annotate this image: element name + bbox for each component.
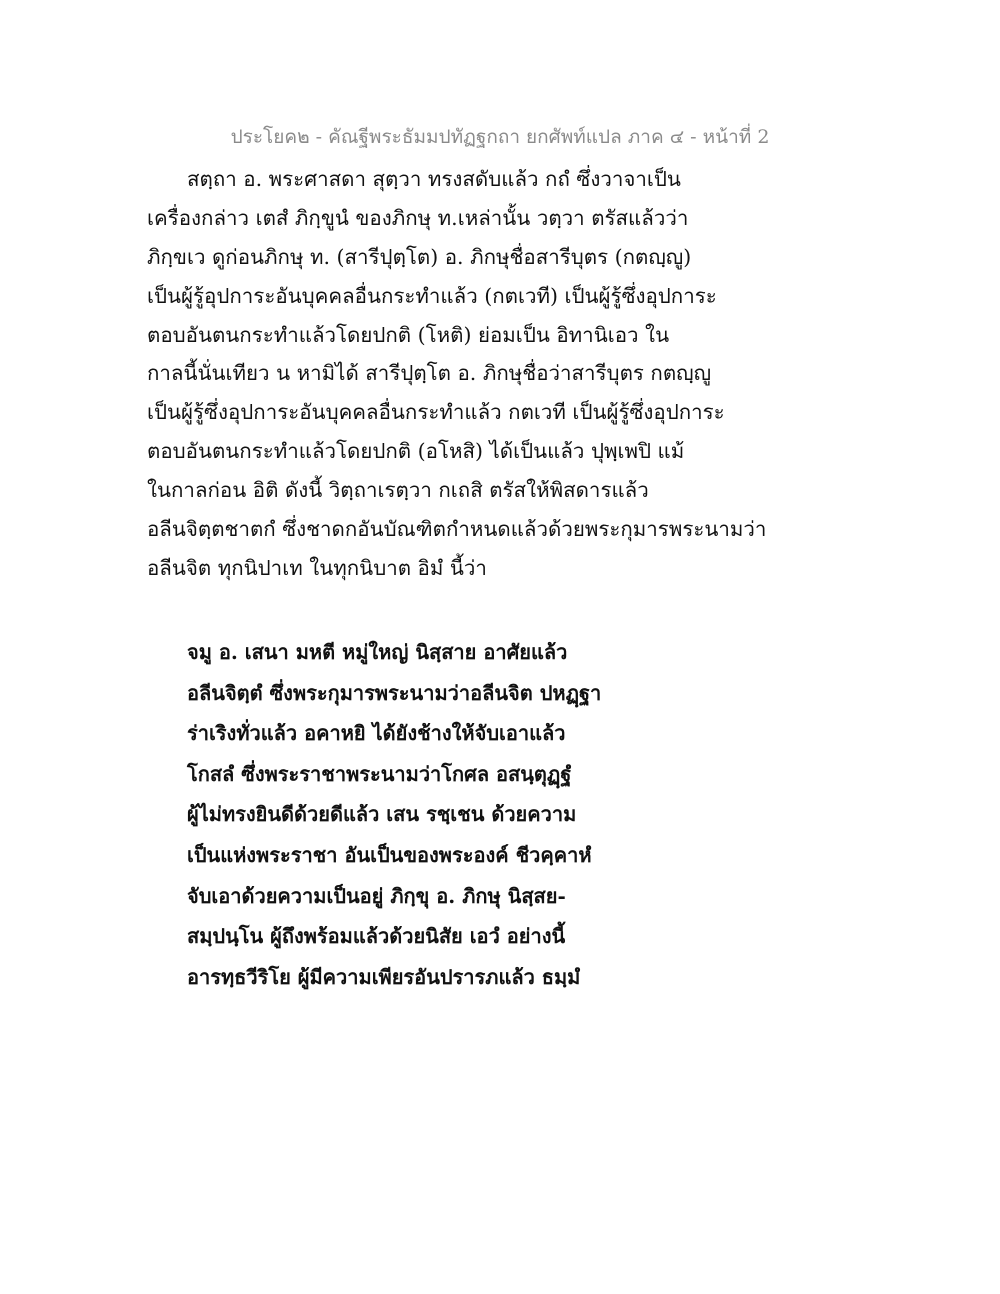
paragraph <box>147 160 767 588</box>
verse-block <box>187 632 747 997</box>
verse-line: จับเอาด้วยความเป็นอยู่ ภิกฺขุ อ. ภิกษุ นิสฺสย- <box>187 883 566 908</box>
verse-line: อลีนจิตฺตํ ซึ่งพระกุมารพระนามว่าอลีนจิต ปหฏฺฐา <box>187 680 602 705</box>
verse-line: สมฺปนฺโน ผู้ถึงพร้อมแล้วด้วยนิสัย เอวํ อย่างนี้ <box>187 924 566 949</box>
verse-line: จมู อ. เสนา มหตี หมู่ใหญ่ นิสฺสาย อาศัยแล้ว <box>187 640 568 664</box>
verse-line: อารทฺธวีริโย ผู้มีความเพียรอันปรารภแล้ว ธมฺมํ <box>187 964 581 989</box>
paragraph-line: อลีนจิตฺตชาตกํ ซึ่งชาดกอันบัณฑิตกำหนดแล้วด้วยพระกุมารพระนามว่า <box>147 517 767 542</box>
paragraph-line: ภิกฺขเว ดูก่อนภิกษุ ท. (สารีปุตฺโต) อ. ภิกษุชื่อสารีบุตร (กตญฺญู) <box>147 244 692 269</box>
paragraph-line: สตฺถา อ. พระศาสดา สุตฺวา ทรงสดับแล้ว กถํ ซึ่งวาจาเป็น <box>187 167 681 191</box>
paragraph-line: ในกาลก่อน อิติ ดังนี้ วิตฺถาเรตฺวา กเถสิ ตรัสให้พิสดารแล้ว <box>147 478 649 503</box>
verse-line: โกสลํ ซึ่งพระราชาพระนามว่าโกศล อสนฺตุฏฺฐํ <box>187 761 572 786</box>
verse-line: ร่าเริงทั่วแล้ว อคาหยิ ได้ยังช้างให้จับเอาแล้ว <box>187 721 566 746</box>
verse-line: เป็นแห่งพระราชา อันเป็นของพระองค์ ชีวคฺคาหํ <box>187 842 592 867</box>
paragraph-line: อลีนจิต ทุกนิปาเท ในทุกนิบาต อิมํ นี้ว่า <box>147 555 487 580</box>
paragraph-line: ตอบอันตนกระทำแล้วโดยปกติ (โหติ) ย่อมเป็น อิทานิเอว ใน <box>147 322 670 347</box>
verse-line: ผู้ไม่ทรงยินดีด้วยดีแล้ว เสน รชฺเชน ด้วยความ <box>187 802 577 827</box>
paragraph-line: เป็นผู้รู้อุปการะอันบุคคลอื่นกระทำแล้ว (กตเวที) เป็นผู้รู้ซึ่งอุปการะ <box>147 283 717 308</box>
paragraph-line: ตอบอันตนกระทำแล้วโดยปกติ (อโหสิ) ได้เป็นแล้ว ปุพฺเพปิ แม้ <box>147 439 685 464</box>
paragraph-line: เป็นผู้รู้ซึ่งอุปการะอันบุคคลอื่นกระทำแล้ว กตเวที เป็นผู้รู้ซึ่งอุปการะ <box>147 400 725 425</box>
page-header: ประโยค๒ - คัณฐีพระธัมมปทัฏฐกถา ยกศัพท์แปล ภาค ๔ - หน้าที่ 2 <box>230 126 770 148</box>
paragraph-line: เครื่องกล่าว เตสํ ภิกฺขูนํ ของภิกษุ ท.เหล่านั้น วตฺวา ตรัสแล้วว่า <box>147 205 689 230</box>
paragraph-line: กาลนี้นั่นเทียว น หามิได้ สารีปุตฺโต อ. ภิกษุชื่อว่าสารีบุตร กตญฺญู <box>147 361 712 386</box>
